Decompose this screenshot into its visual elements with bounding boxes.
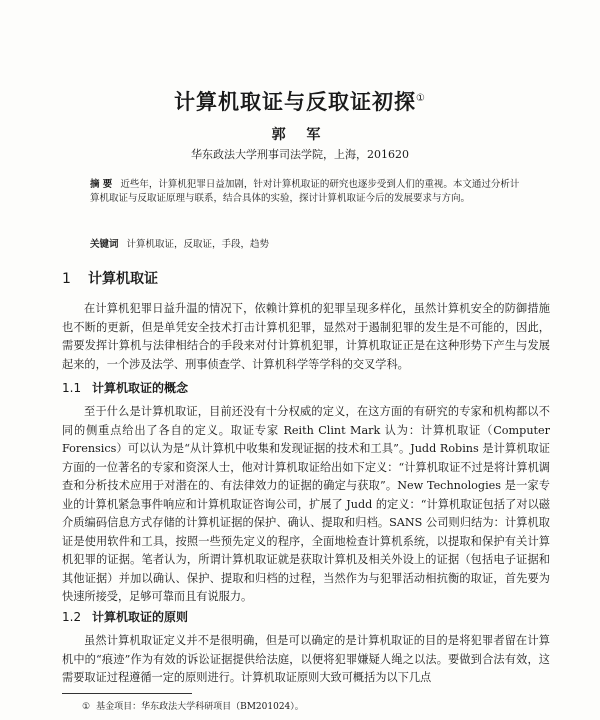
- title-text: 计算机取证与反取证初探: [174, 90, 417, 114]
- keywords: [90, 238, 520, 252]
- author-name: 郭 军: [271, 127, 329, 143]
- section-1-1-paragraph: 至于什么是计算机取证，目前还没有十分权威的定义，在这方面的有研究的专家和机构都以不同的侧重点给出了各自的定义。取证专家 Reith Clint Mark 认为：计算机取证（Computer Forensics）可以认为是“从计算机中收集和发现证据的技术和工具”。Judd Robins 是计算机取证方面的一位著名的专家和资深人士，他对计算机取证给出如下定义：“计算机取证不过是将计算机调查和分析技术应用于对潜在的、有法律效力的证据的确定与获取”。New Technologies 是一家专业的计算机紧急事件响应和计算机取证咨询公司，扩展了 Judd 的定义：“计算机取证包括了对以磁介质编码信息方式存储的计算机证据的保护、确认、提取和归档。SANS 公司则归结为：计算机取证是使用软件和工具，按照一些预先定义的程序，全面地检查计算机系统，以提取和保护有关计算机犯罪的证据。笔者认为，所谓计算机取证就是获取计算机及相关外设上的证据（包括电子证据和其他证据）并加以确认、保护、提取和归档的过程，当然作为与犯罪活动相抗衡的取证，首先要为快速所接受，足够可靠而且有说服力。: [62, 405, 550, 603]
- title-footnote-mark: ①: [416, 93, 426, 104]
- section-1-2-heading: [62, 608, 188, 625]
- section-1-heading: [62, 268, 158, 288]
- author-affiliation: 华东政法大学刑事司法学院，上海，201620: [191, 148, 409, 161]
- footnote-mark: ①: [82, 702, 91, 712]
- section-1-2-paragraph: 虽然计算机取证定义并不是很明确，但是可以确定的是计算机取证的目的是将犯罪者留在计算机中的“痕迹”作为有效的诉讼证据提供给法庭，以便将犯罪嫌疑人绳之以法。要做到合法有效，这需要取证过程遵循一定的原则进行。计算机取证原则大致可概括为以下几点: [62, 634, 550, 684]
- abstract: [90, 178, 520, 206]
- keywords-label: 关键词: [90, 239, 119, 250]
- footnote: [82, 699, 304, 712]
- section-1-title: 计算机取证: [88, 271, 158, 287]
- section-1-2-number: 1.2: [62, 610, 82, 624]
- section-1-paragraph: 在计算机犯罪日益升温的情况下，依赖计算机的犯罪呈现多样化，虽然计算机安全的防御措施也不断的更新，但是单凭安全技术打击计算机犯罪，显然对于遏制犯罪的发生是不可能的，因此，需要发挥计算机与法律相结合的手段来对付计算机犯罪，计算机取证正是在这种形势下产生与发展起来的，一个涉及法学、刑事侦查学、计算机科学等学科的交叉学科。: [62, 302, 550, 371]
- abstract-label: 摘 要: [90, 179, 113, 190]
- abstract-text: 近些年，计算机犯罪日益加剧，针对计算机取证的研究也逐步受到人们的重视。本文通过分析计算机取证与反取证原理与联系，结合具体的实验，探讨计算机取证今后的发展要求与方向。: [90, 179, 520, 204]
- section-1-1-heading: [62, 379, 188, 396]
- section-1-1-number: 1.1: [62, 381, 82, 395]
- footnote-divider: [62, 693, 192, 694]
- section-1-1-title: 计算机取证的概念: [92, 381, 189, 395]
- section-1-2-title: 计算机取证的原则: [92, 610, 189, 624]
- keywords-text: 计算机取证，反取证，手段，趋势: [126, 239, 270, 250]
- paper-title: [0, 86, 600, 116]
- section-1-number: 1: [62, 271, 71, 287]
- footnote-text: 基金项目：华东政法大学科研项目（BM201024）。: [96, 702, 304, 712]
